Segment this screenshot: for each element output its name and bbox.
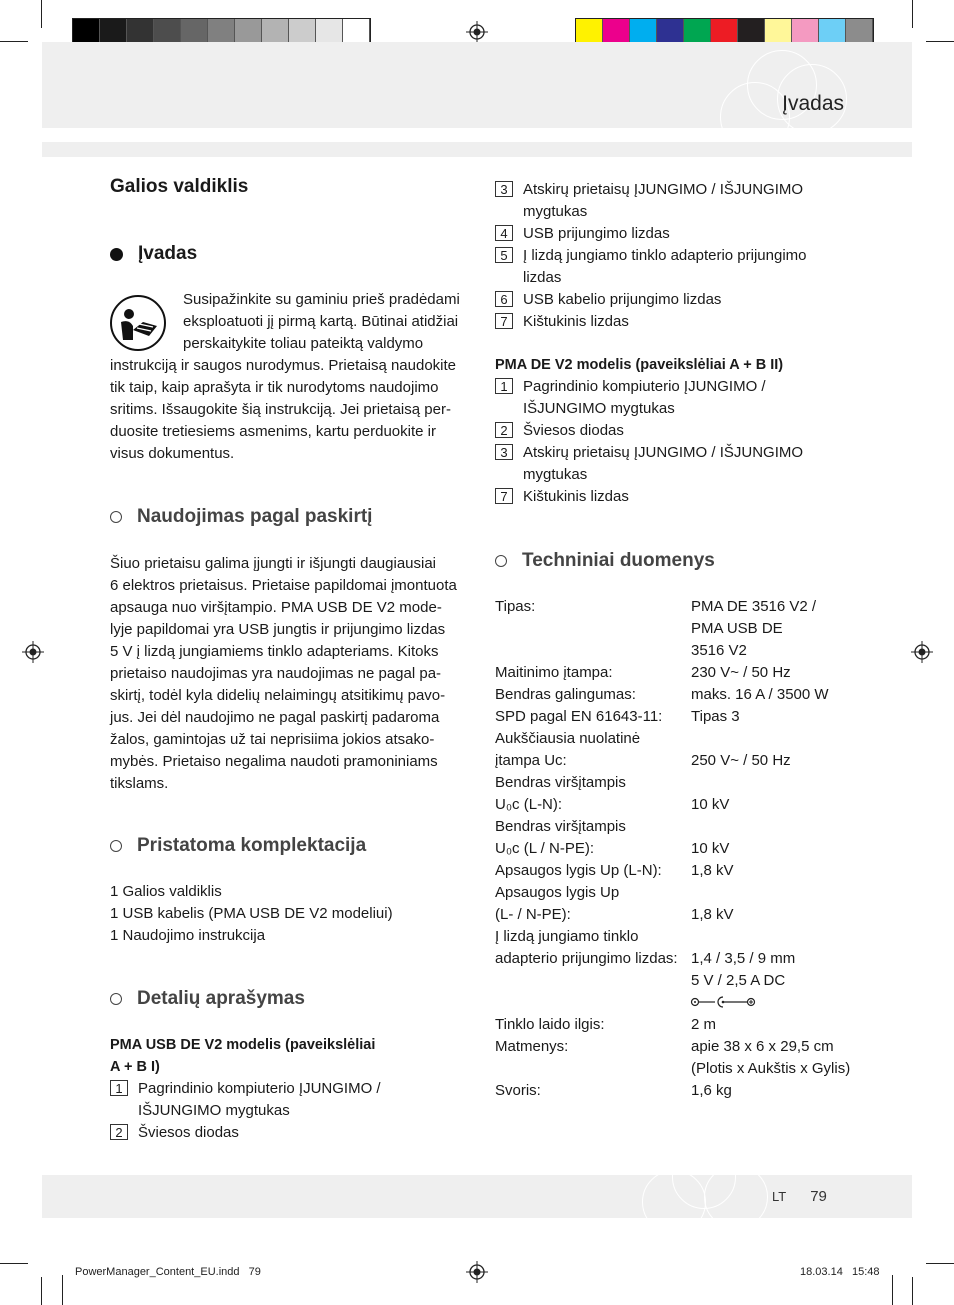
section-heading-package-contents xyxy=(110,835,366,857)
part-description xyxy=(523,442,803,486)
spec-value: PMA DE 3516 V2 / xyxy=(691,598,817,615)
list-item: 1 USB kabelis (PMA USB DE V2 modeliui) xyxy=(110,905,393,922)
spec-label: adapterio prijungimo lizdas: xyxy=(495,950,678,967)
text-line: A + B I) xyxy=(110,1059,160,1075)
spec-value: 10 kV xyxy=(691,796,730,813)
usb-model-title xyxy=(110,1034,470,1078)
spec-label: Į lizdą jungiamo tinklo xyxy=(495,928,639,945)
text-line: instrukciją ir saugos nurodymus. Prietaisą naudokite xyxy=(110,357,457,374)
text-line: USB prijungimo lizdas xyxy=(523,225,670,242)
page-number-area xyxy=(772,1188,827,1206)
text-line: 6 elektros prietaisus. Prietaise papildomai įmontuota xyxy=(110,577,457,594)
section-heading-technical-data xyxy=(495,550,715,572)
text-line: 5 V į lizdą jungiamiems tinklo adapteriams. Kitoks xyxy=(110,643,439,660)
part-description xyxy=(523,376,766,420)
usb-parts-list-continued xyxy=(495,179,875,333)
crop-mark xyxy=(41,1277,42,1305)
spec-label: U₀ᴄ (L-N): xyxy=(495,796,563,813)
spec-row xyxy=(495,772,885,794)
spec-label: Bendras viršįtampis xyxy=(495,818,626,835)
text-line: Atskirų prietaisų ĮJUNGIMO / IŠJUNGIMO xyxy=(523,444,804,461)
text-line: Kištukinis lizdas xyxy=(523,488,629,505)
text-line: USB kabelio prijungimo lizdas xyxy=(523,291,722,308)
section-heading-text: Pristatoma komplektacija xyxy=(137,835,367,856)
spec-row xyxy=(495,1080,885,1102)
part-list-item xyxy=(495,179,875,223)
spec-row xyxy=(495,860,885,882)
part-description xyxy=(523,486,629,508)
crop-mark xyxy=(0,1263,28,1264)
text-line: žalos, gamintojas už tai neprisiima jokios atsako- xyxy=(110,731,435,748)
registration-mark-icon xyxy=(22,641,44,663)
spec-row xyxy=(495,706,885,728)
text-line: Kištukinis lizdas xyxy=(523,313,629,330)
part-number-badge: 1 xyxy=(110,1080,128,1096)
spec-value: 5 V / 2,5 A DC xyxy=(691,972,786,989)
part-list-item xyxy=(495,311,875,333)
spec-row xyxy=(495,948,885,970)
running-header-title: Įvadas xyxy=(782,92,844,115)
spec-label xyxy=(495,970,691,992)
spec-row xyxy=(495,882,885,904)
part-description xyxy=(523,289,721,311)
part-description xyxy=(138,1078,381,1122)
language-code: LT xyxy=(772,1189,787,1204)
text-line: tik taip, kaip aprašyta ir tik nurodytoms naudojimo xyxy=(110,379,439,396)
spec-label: Bendras viršįtampis xyxy=(495,774,626,791)
part-number-badge: 6 xyxy=(495,291,513,307)
text-line: Atskirų prietaisų ĮJUNGIMO / IŠJUNGIMO xyxy=(523,181,804,198)
crop-mark xyxy=(41,0,42,28)
part-description xyxy=(523,179,803,223)
section-heading-intro xyxy=(110,243,197,265)
spec-label: (L- / N-PE): xyxy=(495,906,571,923)
text-line: tikslams. xyxy=(110,775,169,792)
spec-label xyxy=(495,1058,691,1080)
text-line: Į lizdą jungiamo tinklo adapterio prijungimo xyxy=(523,247,807,264)
read-manual-icon xyxy=(109,294,167,352)
spec-row xyxy=(495,1036,885,1058)
part-number-badge: 3 xyxy=(495,444,513,460)
spec-row xyxy=(495,640,885,662)
crop-mark xyxy=(62,1275,63,1305)
spec-value: 1,8 kV xyxy=(691,906,734,923)
part-number-badge: 2 xyxy=(495,422,513,438)
part-list-item xyxy=(495,420,875,442)
spec-label: Bendras galingumas: xyxy=(495,686,636,703)
crop-mark xyxy=(0,41,28,42)
package-contents-list xyxy=(110,881,470,947)
crop-mark xyxy=(926,1263,954,1264)
spec-value: apie 38 x 6 x 29,5 cm xyxy=(691,1038,834,1055)
text-line: mygtukas xyxy=(523,466,588,483)
text-line: skirtį, todėl kyla didelių nelaimingų atsitikimų pavo- xyxy=(110,687,446,704)
spec-row xyxy=(495,684,885,706)
usb-parts-list xyxy=(110,1078,470,1144)
part-number-badge: 2 xyxy=(110,1124,128,1140)
part-description xyxy=(523,223,670,245)
spec-value: maks. 16 A / 3500 W xyxy=(691,686,829,703)
spec-label xyxy=(495,640,691,662)
part-list-item xyxy=(495,376,875,420)
registration-mark-icon xyxy=(911,641,933,663)
part-description xyxy=(523,420,624,442)
spec-label xyxy=(495,618,691,640)
spec-value: 1,4 / 3,5 / 9 mm xyxy=(691,950,796,967)
part-number-badge: 7 xyxy=(495,313,513,329)
text-line: lizdas xyxy=(523,269,562,286)
crop-mark xyxy=(912,1277,913,1305)
text-line: perskaitykite toliau pateiktą valdymo xyxy=(183,335,424,352)
spec-value: 250 V~ / 50 Hz xyxy=(691,752,791,769)
document-title: Galios valdiklis xyxy=(110,176,249,197)
spec-label: Matmenys: xyxy=(495,1038,569,1055)
spec-row xyxy=(495,904,885,926)
text-line: PMA USB DE V2 modelis (paveikslėliai xyxy=(110,1037,376,1053)
text-line: IŠJUNGIMO mygtukas xyxy=(138,1102,290,1119)
text-line: Pagrindinio kompiuterio ĮJUNGIMO / xyxy=(523,378,766,395)
registration-mark-icon xyxy=(466,1261,488,1283)
de-model-title: PMA DE V2 modelis (paveikslėliai A + B II) xyxy=(495,357,784,373)
crop-mark xyxy=(912,0,913,28)
text-line: mybės. Prietaiso negalima naudoti pramoniniams xyxy=(110,753,438,770)
part-number-badge: 5 xyxy=(495,247,513,263)
list-item: 1 Galios valdiklis xyxy=(110,883,222,900)
spec-row xyxy=(495,794,885,816)
spec-label xyxy=(495,992,691,1014)
spec-row xyxy=(495,1014,885,1036)
spec-row xyxy=(495,816,885,838)
part-list-item xyxy=(495,442,875,486)
part-number-badge: 3 xyxy=(495,181,513,197)
spec-label: Apsaugos lygis Up xyxy=(495,884,620,901)
spec-value: 1,8 kV xyxy=(691,862,734,879)
spec-value: PMA USB DE xyxy=(691,620,783,637)
crop-mark xyxy=(892,1275,893,1305)
text-line: prietaiso naudojimas yra naudojimas ne pagal pa- xyxy=(110,665,442,682)
spec-value: 10 kV xyxy=(691,840,730,857)
de-parts-list xyxy=(495,376,875,508)
bullet-icon xyxy=(110,248,123,261)
spec-value: 1,6 kg xyxy=(691,1082,732,1099)
spec-row xyxy=(495,750,885,772)
intro-paragraph-wrap xyxy=(183,289,463,355)
header-rule-band xyxy=(42,142,912,157)
circle-bullet-icon xyxy=(110,511,122,523)
text-line: sritims. Išsaugokite šią instrukciją. Jei prietaisą per- xyxy=(110,401,451,418)
spec-row xyxy=(495,838,885,860)
spec-row xyxy=(495,596,885,618)
part-description xyxy=(523,311,629,333)
spec-row xyxy=(495,1058,885,1080)
circle-bullet-icon xyxy=(110,993,122,1005)
dc-polarity-icon xyxy=(690,995,756,1009)
part-list-item xyxy=(495,223,875,245)
file-name: PowerManager_Content_EU.indd 79 xyxy=(75,1266,261,1278)
part-description xyxy=(138,1122,239,1144)
spec-label: SPD pagal EN 61643-11: xyxy=(495,708,663,725)
text-line: Šiuo prietaisu galima įjungti ir išjungti daugiausiai xyxy=(110,555,437,572)
spec-label: Tipas: xyxy=(495,598,536,615)
spec-row xyxy=(495,662,885,684)
spec-value: 2 m xyxy=(691,1016,717,1033)
text-line: Susipažinkite su gaminiu prieš pradėdami xyxy=(183,291,460,308)
part-list-item xyxy=(110,1078,470,1122)
print-date: 18.03.14 15:48 xyxy=(800,1266,880,1278)
technical-data-table xyxy=(495,596,885,1102)
page-number: 79 xyxy=(810,1188,827,1205)
part-description xyxy=(523,245,807,289)
spec-label: įtampa Uᴄ: xyxy=(495,752,567,769)
registration-mark-icon xyxy=(466,21,488,43)
spec-row xyxy=(495,970,885,992)
crop-mark xyxy=(926,41,954,42)
section-heading-text: Detalių aprašymas xyxy=(137,988,305,1009)
spec-label: Aukščiausia nuolatinė xyxy=(495,730,641,747)
text-line: Pagrindinio kompiuterio ĮJUNGIMO / xyxy=(138,1080,381,1097)
text-line: duosite tretiesiems asmenims, kartu perduokite ir xyxy=(110,423,436,440)
text-line: Šviesos diodas xyxy=(523,422,624,439)
part-number-badge: 7 xyxy=(495,488,513,504)
section-heading-text: Naudojimas pagal paskirtį xyxy=(137,506,373,527)
spec-label: Svoris: xyxy=(495,1082,541,1099)
text-line: lyje papildomai yra USB jungtis ir prijungimo lizdas xyxy=(110,621,446,638)
spec-row xyxy=(495,728,885,750)
decorative-circle xyxy=(704,1175,768,1218)
part-number-badge: 1 xyxy=(495,378,513,394)
part-number-badge: 4 xyxy=(495,225,513,241)
spec-label: Apsaugos lygis Up (L-N): xyxy=(495,862,662,879)
part-list-item xyxy=(495,245,875,289)
spec-value: Tipas 3 xyxy=(691,708,740,725)
section-heading-parts xyxy=(110,988,305,1010)
spec-label: U₀ᴄ (L / N-PE): xyxy=(495,840,595,857)
spec-value: (Plotis x Aukštis x Gylis) xyxy=(691,1060,851,1077)
text-line: mygtukas xyxy=(523,203,588,220)
spec-value: 3516 V2 xyxy=(691,642,747,659)
part-list-item xyxy=(110,1122,470,1144)
text-line: jus. Jei dėl naudojimo ne pagal paskirtį padaroma xyxy=(110,709,440,726)
text-line: visus dokumentus. xyxy=(110,445,235,462)
spec-row xyxy=(495,618,885,640)
spec-label: Tinklo laido ilgis: xyxy=(495,1016,605,1033)
text-line: apsauga nuo viršįtampio. PMA USB DE V2 mode- xyxy=(110,599,442,616)
section-heading-text: Įvadas xyxy=(138,243,198,264)
spec-value: 230 V~ / 50 Hz xyxy=(691,664,791,681)
list-item: 1 Naudojimo instrukcija xyxy=(110,927,266,944)
text-line: Šviesos diodas xyxy=(138,1124,239,1141)
text-line: eksploatuoti jį pirmą kartą. Būtinai atidžiai xyxy=(183,313,459,330)
intended-use-paragraph xyxy=(110,553,470,795)
part-list-item xyxy=(495,486,875,508)
section-heading-intended-use xyxy=(110,506,372,528)
intro-paragraph xyxy=(110,355,470,465)
spec-row xyxy=(495,926,885,948)
spec-label: Maitinimo įtampa: xyxy=(495,664,613,681)
text-line: IŠJUNGIMO mygtukas xyxy=(523,400,675,417)
circle-bullet-icon xyxy=(110,840,122,852)
circle-bullet-icon xyxy=(495,555,507,567)
part-list-item xyxy=(495,289,875,311)
section-heading-text: Techniniai duomenys xyxy=(522,550,715,571)
